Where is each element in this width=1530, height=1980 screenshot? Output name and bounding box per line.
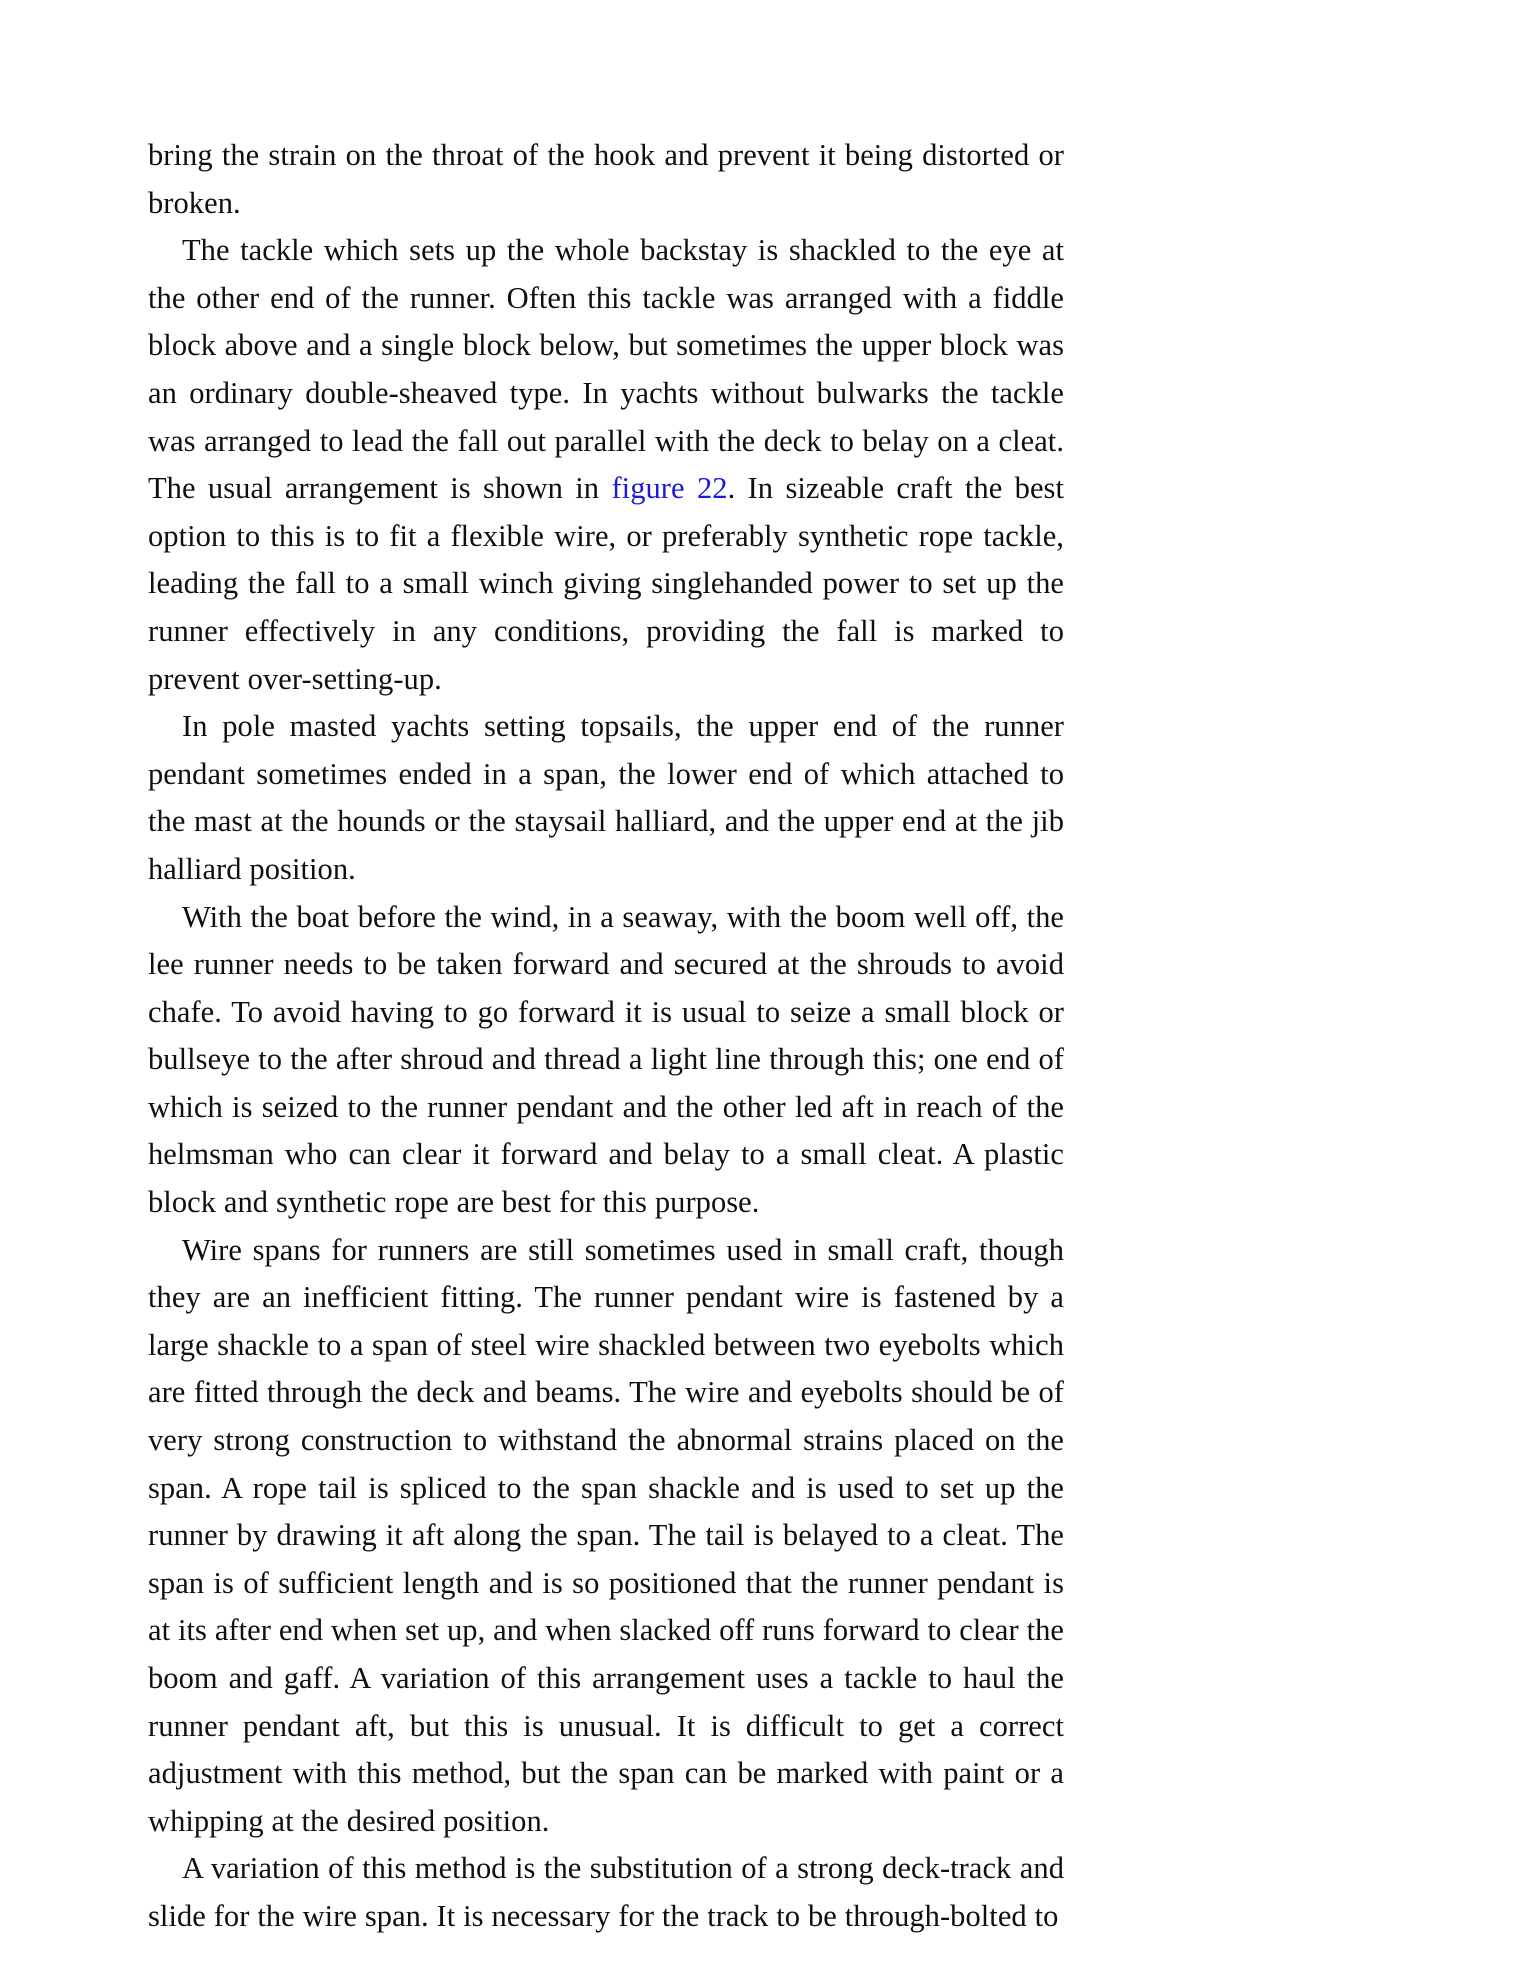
paragraph-1: bring the strain on the throat of the hook and prevent it being distorted or broken.: [148, 138, 1064, 220]
body-text-column: [148, 132, 1064, 1941]
paragraph-4: With the boat before the wind, in a seaway, with the boom well off, the lee runner needs to be taken forward and secured at the shrouds to avoid chafe. To avoid having to go forward it is usual to seize a small block or bullseye to the after shroud and thread a light line through this; one end of which is seized to the runner pendant and the other led aft in reach of the helmsman who can clear it forward and belay to a small cleat. A plastic block and synthetic rope are best for this purpose.: [148, 899, 1064, 1220]
paragraph-6: A variation of this method is the substitution of a strong deck-track and slide for the wire span. It is necessary for the track to be through-bolted to: [148, 1851, 1064, 1933]
figure-22-link[interactable]: figure 22: [611, 471, 728, 506]
paragraph-2-segment-text-a: The tackle which sets up the whole backstay is shackled to the eye at the other end of the runner. Often this tackle was arranged with a fiddle block above and a single block below, but sometimes the upper block was an ordinary double-sheaved type. In yachts without bulwarks the tackle was arranged to lead the fall out parallel with the deck to belay on a cleat. The usual arrangement is shown in: [148, 233, 1064, 506]
paragraph-5: Wire spans for runners are still sometimes used in small craft, though they are an inefficient fitting. The runner pendant wire is fastened by a large shackle to a span of steel wire shackled between two eyebolts which are fitted through the deck and beams. The wire and eyebolts should be of very strong construction to withstand the abnormal strains placed on the span. A rope tail is spliced to the span shackle and is used to set up the runner by drawing it aft along the span. The tail is belayed to a cleat. The span is of sufficient length and is so positioned that the runner pendant is at its after end when set up, and when slacked off runs forward to clear the boom and gaff. A variation of this arrangement uses a tackle to haul the runner pendant aft, but this is unusual. It is difficult to get a correct adjustment with this method, but the span can be marked with paint or a whipping at the desired position.: [148, 1232, 1064, 1838]
paragraph-3: In pole masted yachts setting topsails, the upper end of the runner pendant sometimes ended in a span, the lower end of which attached to the mast at the hounds or the staysail halliard, and the upper end at the jib halliard position.: [148, 709, 1064, 886]
paragraph-2-segment-text-b: . In sizeable craft the best option to this is to fit a flexible wire, or preferably synthetic rope tackle, leading the fall to a small winch giving singlehanded power to set up the runner effectively in any conditions, providing the fall is marked to prevent over-setting-up.: [148, 471, 1064, 696]
paragraph-2: [148, 227, 1064, 703]
